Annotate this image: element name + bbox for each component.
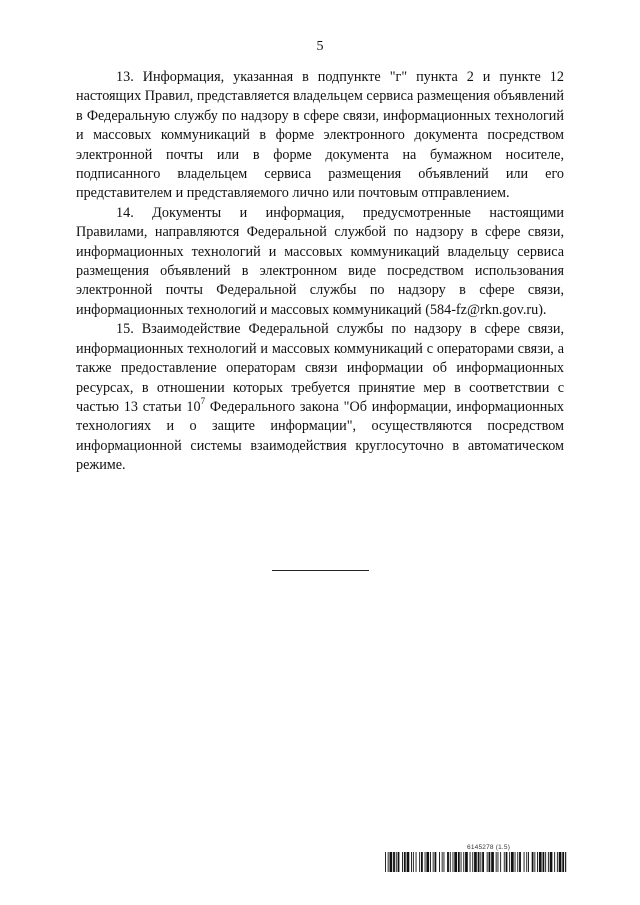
paragraph-15 <box>76 320 564 475</box>
paragraph-14: 14. Документы и информация, предусмотренные настоящими Правилами, направляются Федеральной службой по надзору в сфере связи, информационных технологий и массовых коммуникаций владельцу сервиса размещения объявлений в электронном виде посредством использования электронной почты Федеральной службы по надзору в сфере связи, информационных технологий и массовых коммуникаций (584-fz@rkn.gov.ru). <box>76 204 564 318</box>
page-number: 5 <box>316 39 324 54</box>
barcode-icon <box>385 852 567 872</box>
document-body <box>76 68 564 476</box>
paragraph-13: 13. Информация, указанная в подпункте "г" пункта 2 и пункте 12 настоящих Правил, представляется владельцем сервиса размещения объявлений в Федеральную службу по надзору в сфере связи, информационных технологий и массовых коммуникаций в форме электронного документа посредством электронной почты или в форме документа на бумажном носителе, подписанного владельцем сервиса размещения объявлений или его представителем и представляемого лично или почтовым отправлением. <box>76 69 564 202</box>
document-code: 6145278 (1.5) <box>467 844 511 851</box>
paragraph-15-text-start: 15. Взаимодействие Федеральной службы по надзору в сфере связи, информационных технологий и массовых коммуникаций с операторами связи, а также предоставление операторам связи информации об информационных ресурсах, в отношении которых требуется принятие мер в соответствии с частью 13 статьи 10 <box>76 321 564 415</box>
paragraph-15-text-end: Федерального закона "Об информации, информационных технологиях и о защите информации", осуществляются посредством информационной системы взаимодействия круглосуточно в автоматическом режиме. <box>76 398 564 474</box>
article-superscript: 7 <box>200 396 206 407</box>
end-divider <box>272 570 369 571</box>
